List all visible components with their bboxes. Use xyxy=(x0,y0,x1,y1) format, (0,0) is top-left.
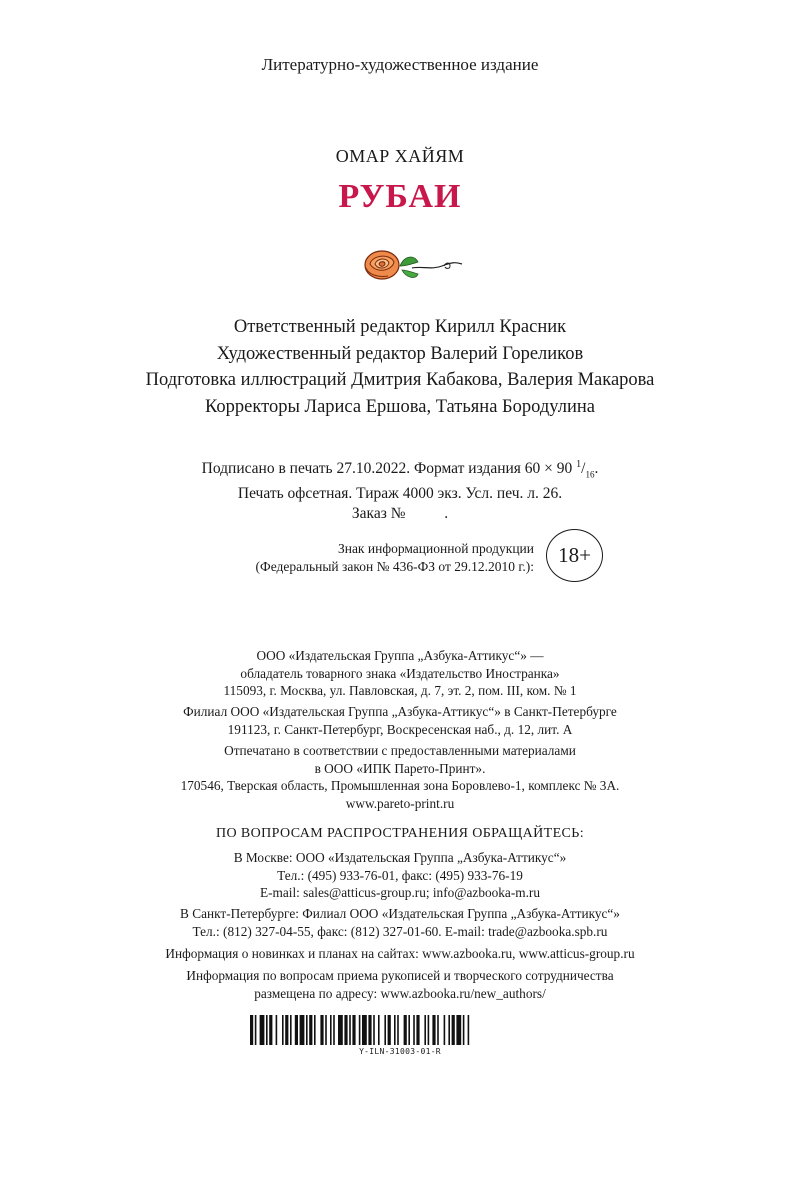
barcode-bar xyxy=(282,1015,284,1045)
barcode-bar xyxy=(344,1015,347,1045)
barcode-bar xyxy=(333,1015,335,1045)
branch-line: Филиал ООО «Издательская Группа „Азбука-Аттикус“» в Санкт-Петербурге xyxy=(183,704,617,719)
spb-contacts xyxy=(0,905,800,940)
barcode-bar xyxy=(250,1015,253,1045)
moscow-line: В Москве: ООО «Издательская Группа „Азбука-Аттикус“» xyxy=(233,850,567,865)
barcode-bar xyxy=(285,1015,288,1045)
barcode-bar xyxy=(397,1015,399,1045)
book-title: РУБАИ xyxy=(338,178,462,215)
barcode-bar xyxy=(448,1015,450,1045)
barcode-bar xyxy=(276,1015,278,1045)
format-fraction-numerator: 1 xyxy=(576,459,582,470)
barcode-bar xyxy=(432,1015,435,1045)
rose-icon xyxy=(360,244,466,282)
barcode-bar xyxy=(269,1015,272,1045)
barcode-bar xyxy=(349,1015,351,1045)
barcode-text: Y-ILN-31003-01-R xyxy=(359,1047,441,1056)
publisher-block xyxy=(0,647,800,700)
print-format: Подписано в печать 27.10.2022. Формат издания 60 × 90 xyxy=(201,460,573,478)
barcode-bar xyxy=(424,1015,426,1045)
barcode-bar xyxy=(408,1015,410,1045)
publisher-line: ООО «Издательская Группа „Азбука-Аттикус“» — xyxy=(256,648,544,663)
print-info-line1: Подписано в печать 27.10.2022. Формат издания 60 × 90 $^1/_{16}$. xyxy=(201,459,599,480)
barcode-bar xyxy=(456,1015,461,1045)
barcode-bar xyxy=(306,1015,308,1045)
barcode-bar xyxy=(404,1015,407,1045)
websites-info: Информация о новинках и планах на сайтах: www.azbooka.ru, www.atticus-group.ru xyxy=(165,946,635,961)
printer-line: Отпечатано в соответствии с предоставленными материалами xyxy=(224,743,576,758)
spb-phone: Тел.: (812) 327-04-55, факс: (812) 327-01-60. E-mail: trade@azbooka.spb.ru xyxy=(192,923,608,939)
barcode-bar xyxy=(338,1015,343,1045)
barcode-bar xyxy=(378,1015,380,1045)
print-info-line3: Заказ № . xyxy=(351,505,449,523)
barcode-bar xyxy=(359,1015,361,1045)
author-name: ОМАР ХАЙЯМ xyxy=(335,146,465,166)
barcode-bar xyxy=(384,1015,386,1045)
barcode-bar xyxy=(309,1015,312,1045)
barcode-bar xyxy=(444,1015,446,1045)
age-rating-label-line1: Знак информационной продукции xyxy=(337,541,534,556)
credit-proofreaders: Корректоры Лариса Ершова, Татьяна Бородулина xyxy=(205,396,595,417)
barcode-bar xyxy=(295,1015,298,1045)
format-fraction-denominator: 16 xyxy=(585,469,595,480)
barcode-bar xyxy=(260,1015,265,1045)
manuscripts-info xyxy=(0,967,800,1002)
publisher-line: обладатель товарного знака «Издательство Иностранка» xyxy=(240,665,560,681)
print-info-line2: Печать офсетная. Тираж 4000 экз. Усл. печ. л. 26. xyxy=(237,485,563,503)
moscow-contacts xyxy=(0,849,800,902)
barcode-bar xyxy=(300,1015,305,1045)
barcode-bar xyxy=(314,1015,316,1045)
barcode-bar xyxy=(416,1015,419,1045)
barcode-bar xyxy=(255,1015,257,1045)
distribution-heading: ПО ВОПРОСАМ РАСПРОСТРАНЕНИЯ ОБРАЩАЙТЕСЬ: xyxy=(216,826,584,841)
barcode-bar xyxy=(428,1015,430,1045)
printer-website: www.pareto-print.ru xyxy=(345,795,455,811)
branch-block xyxy=(0,703,800,738)
barcode-bar xyxy=(463,1015,465,1045)
age-rating-label-line2: (Федеральный закон № 436-ФЗ от 29.12.2010 г.): xyxy=(255,558,534,574)
barcode-bar xyxy=(266,1015,268,1045)
barcode-bar xyxy=(452,1015,455,1045)
credit-editor: Ответственный редактор Кирилл Красник xyxy=(233,317,567,337)
barcode-bar xyxy=(290,1015,292,1045)
barcode-bar xyxy=(362,1015,367,1045)
print-info xyxy=(0,455,800,524)
credit-illustrations: Подготовка иллюстраций Дмитрия Кабакова, Валерия Макарова xyxy=(145,370,655,390)
genre-line: Литературно-художественное издание xyxy=(261,55,539,74)
printer-block xyxy=(0,742,800,812)
age-rating-label xyxy=(200,540,534,575)
printer-line: в ООО «ИПК Парето-Принт». xyxy=(314,760,486,776)
barcode-bar xyxy=(368,1015,371,1045)
barcode xyxy=(250,1015,550,1075)
barcode-bar xyxy=(330,1015,332,1045)
age-rating-badge: 18+ xyxy=(546,529,603,582)
print-format-suffix: . xyxy=(594,460,599,478)
printer-line: 170546, Тверская область, Промышленная зона Боровлево-1, комплекс № 3А. xyxy=(180,778,620,793)
manuscripts-line: размещена по адресу: www.azbooka.ru/new_authors/ xyxy=(254,985,546,1001)
barcode-bar xyxy=(325,1015,327,1045)
barcode-bar xyxy=(394,1015,396,1045)
barcode-bar xyxy=(437,1015,439,1045)
credits-block xyxy=(0,314,800,420)
barcode-bar xyxy=(388,1015,391,1045)
barcode-icon xyxy=(250,1015,550,1045)
barcode-bar xyxy=(413,1015,415,1045)
barcode-bar xyxy=(468,1015,470,1045)
barcode-bar xyxy=(320,1015,323,1045)
branch-line: 191123, г. Санкт-Петербург, Воскресенская наб., д. 12, лит. А xyxy=(227,721,573,737)
spb-line: В Санкт-Петербурге: Филиал ООО «Издательская Группа „Азбука-Аттикус“» xyxy=(180,906,620,921)
barcode-bar xyxy=(373,1015,375,1045)
publisher-line: 115093, г. Москва, ул. Павловская, д. 7, эт. 2, пом. III, ком. № 1 xyxy=(223,683,577,698)
moscow-phone: Тел.: (495) 933-76-01, факс: (495) 933-76-19 xyxy=(277,867,523,883)
credit-art-editor: Художественный редактор Валерий Гореликов xyxy=(216,343,584,364)
barcode-bar xyxy=(352,1015,355,1045)
moscow-email: E-mail: sales@atticus-group.ru; info@azbooka-m.ru xyxy=(259,885,540,900)
manuscripts-line: Информация по вопросам приема рукописей и творческого сотрудничества xyxy=(186,968,614,983)
